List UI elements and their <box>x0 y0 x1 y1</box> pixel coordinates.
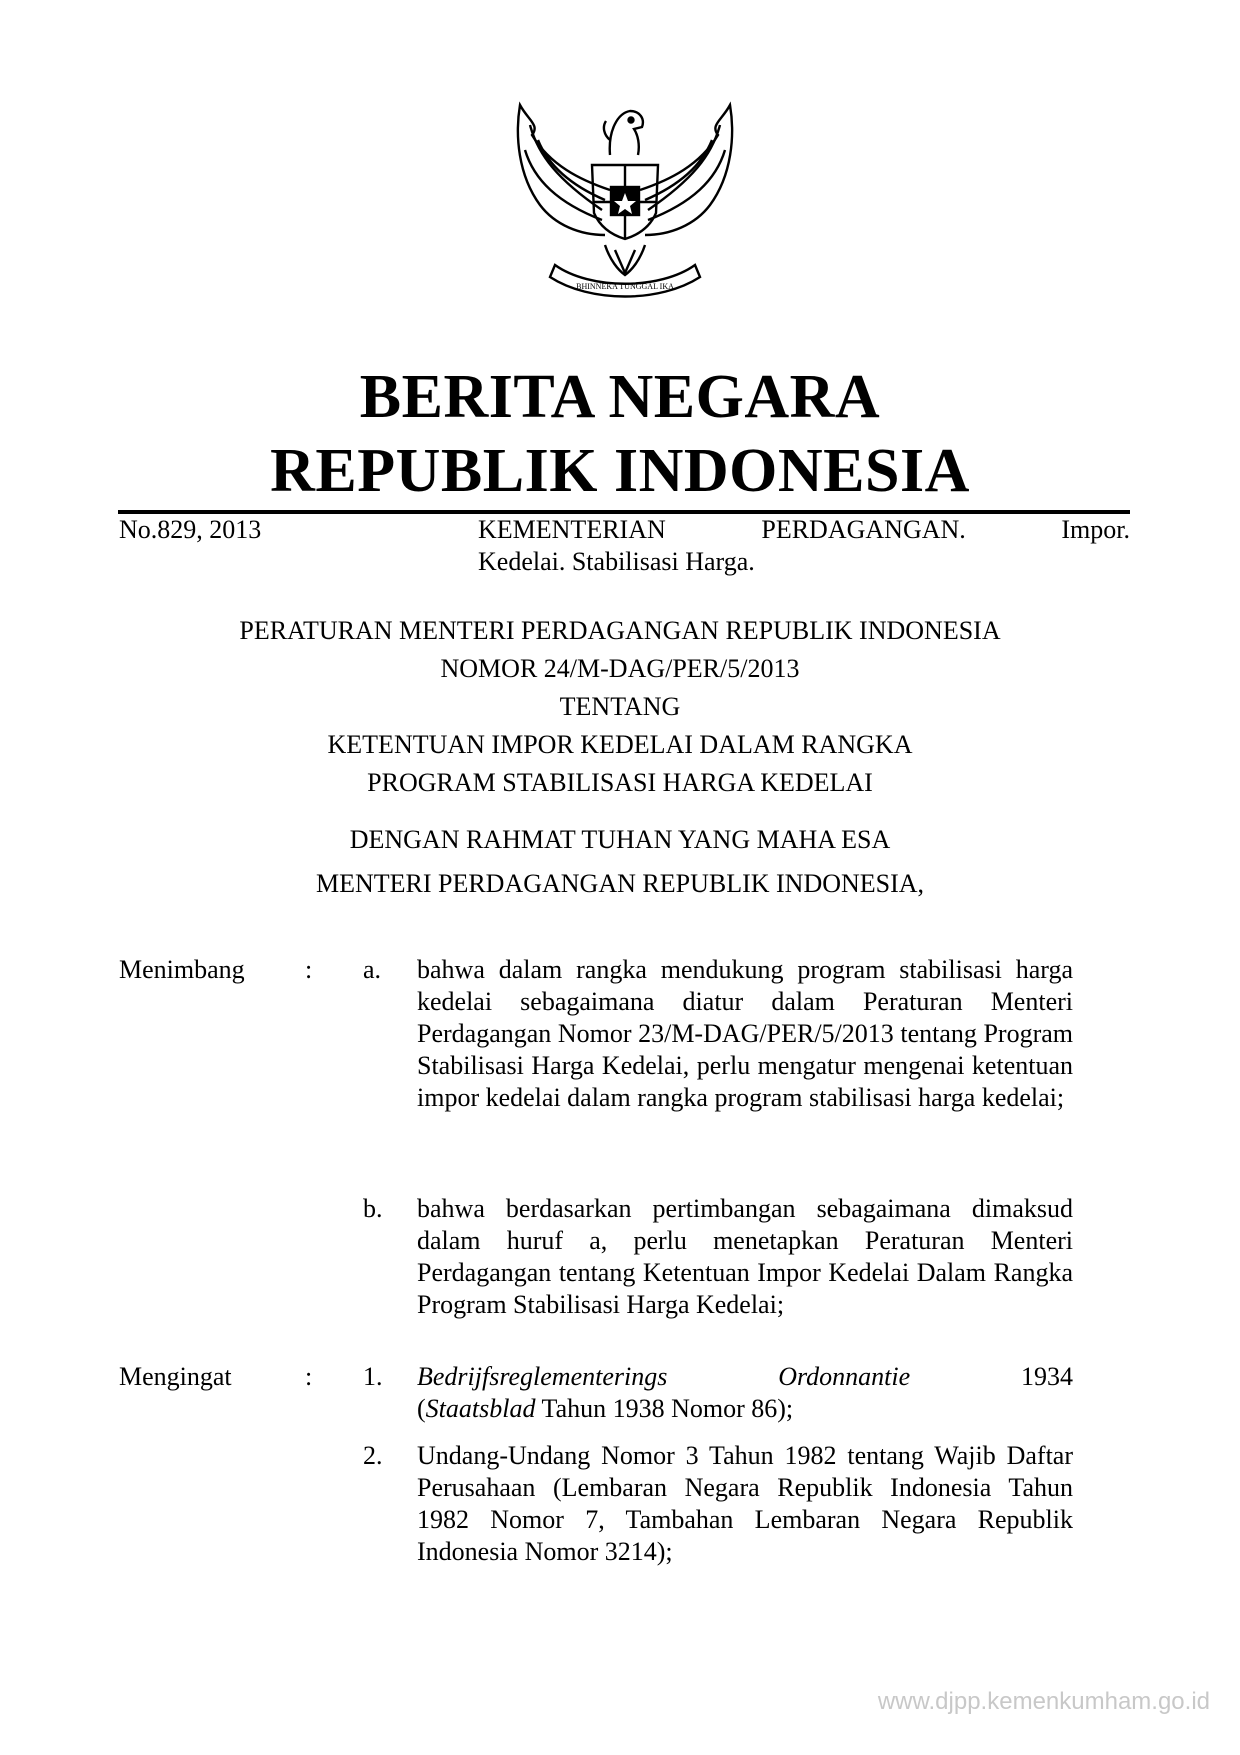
item-text: bahwa berdasarkan pertimbangan sebagaimana dimaksud dalam huruf a, perlu menetapkan Peraturan Menteri Perdagangan tentang Ketentuan Impor Kedelai Dalam Rangka Program Stabilisasi Harga Kedelai; <box>417 1194 1073 1319</box>
masthead-title-line2: REPUBLIK INDONESIA <box>270 437 970 505</box>
preamble <box>0 821 1240 903</box>
preamble-line: MENTERI PERDAGANGAN REPUBLIK INDONESIA, <box>315 869 925 898</box>
title-line: PROGRAM STABILISASI HARGA KEDELAI <box>367 768 873 797</box>
preamble-line: DENGAN RAHMAT TUHAN YANG MAHA ESA <box>349 825 891 854</box>
title-line: NOMOR 24/M-DAG/PER/5/2013 <box>440 654 800 683</box>
item-marker: 2. <box>363 1441 383 1470</box>
menimbang-colon: : <box>305 955 313 984</box>
mengingat-colon: : <box>305 1362 313 1391</box>
regulation-title <box>0 612 1240 802</box>
emblem-motto: BHINNEKA TUNGGAL IKA <box>576 282 674 291</box>
garuda-emblem-icon <box>510 95 740 305</box>
item-text <box>417 1361 1073 1425</box>
subject-line2: Kedelai. Stabilisasi Harga. <box>478 547 755 576</box>
item-text: Undang-Undang Nomor 3 Tahun 1982 tentang Wajib Daftar Perusahaan (Lembaran Negara Republik Indonesia Tahun 1982 Nomor 7, Tambahan Lembaran Negara Republik Indonesia Nomor 3214); <box>417 1441 1073 1566</box>
item-marker: b. <box>363 1194 383 1223</box>
italic-term: Ordonnantie <box>778 1362 911 1391</box>
subject-word: PERDAGANGAN. <box>761 515 966 544</box>
title-line: TENTANG <box>559 692 681 721</box>
item-marker: a. <box>363 955 382 984</box>
item-text: bahwa dalam rangka mendukung program stabilisasi harga kedelai sebagaimana diatur dalam Peraturan Menteri Perdagangan Nomor 23/M-DAG/PER/5/2013 tentang Program Stabilisasi Harga Kedelai, perlu mengatur mengenai ketentuan impor kedelai dalam rangka program stabilisasi harga kedelai; <box>417 955 1073 1112</box>
year: 1934 <box>1021 1362 1073 1391</box>
mengingat-label: Mengingat <box>119 1362 232 1391</box>
subject-word: KEMENTERIAN <box>478 515 666 544</box>
italic-term: Bedrijfsreglementerings <box>417 1362 668 1391</box>
gazette-subject <box>478 514 1130 578</box>
item-line: (Staatsblad Tahun 1938 Nomor 86); <box>417 1394 794 1423</box>
title-line: KETENTUAN IMPOR KEDELAI DALAM RANGKA <box>327 730 913 759</box>
item-marker: 1. <box>363 1362 383 1391</box>
italic-term: Staatsblad <box>425 1394 536 1423</box>
subject-word: Impor. <box>1061 515 1130 544</box>
gazette-number: No.829, 2013 <box>119 515 262 544</box>
watermark-url: www.djpp.kemenkumham.go.id <box>877 1688 1210 1715</box>
masthead-title-line1: BERITA NEGARA <box>359 363 881 431</box>
title-line: PERATURAN MENTERI PERDAGANGAN REPUBLIK INDONESIA <box>239 616 1001 645</box>
item-line <box>417 1361 1073 1393</box>
menimbang-label: Menimbang <box>119 955 245 984</box>
subject-line1 <box>478 514 1130 546</box>
